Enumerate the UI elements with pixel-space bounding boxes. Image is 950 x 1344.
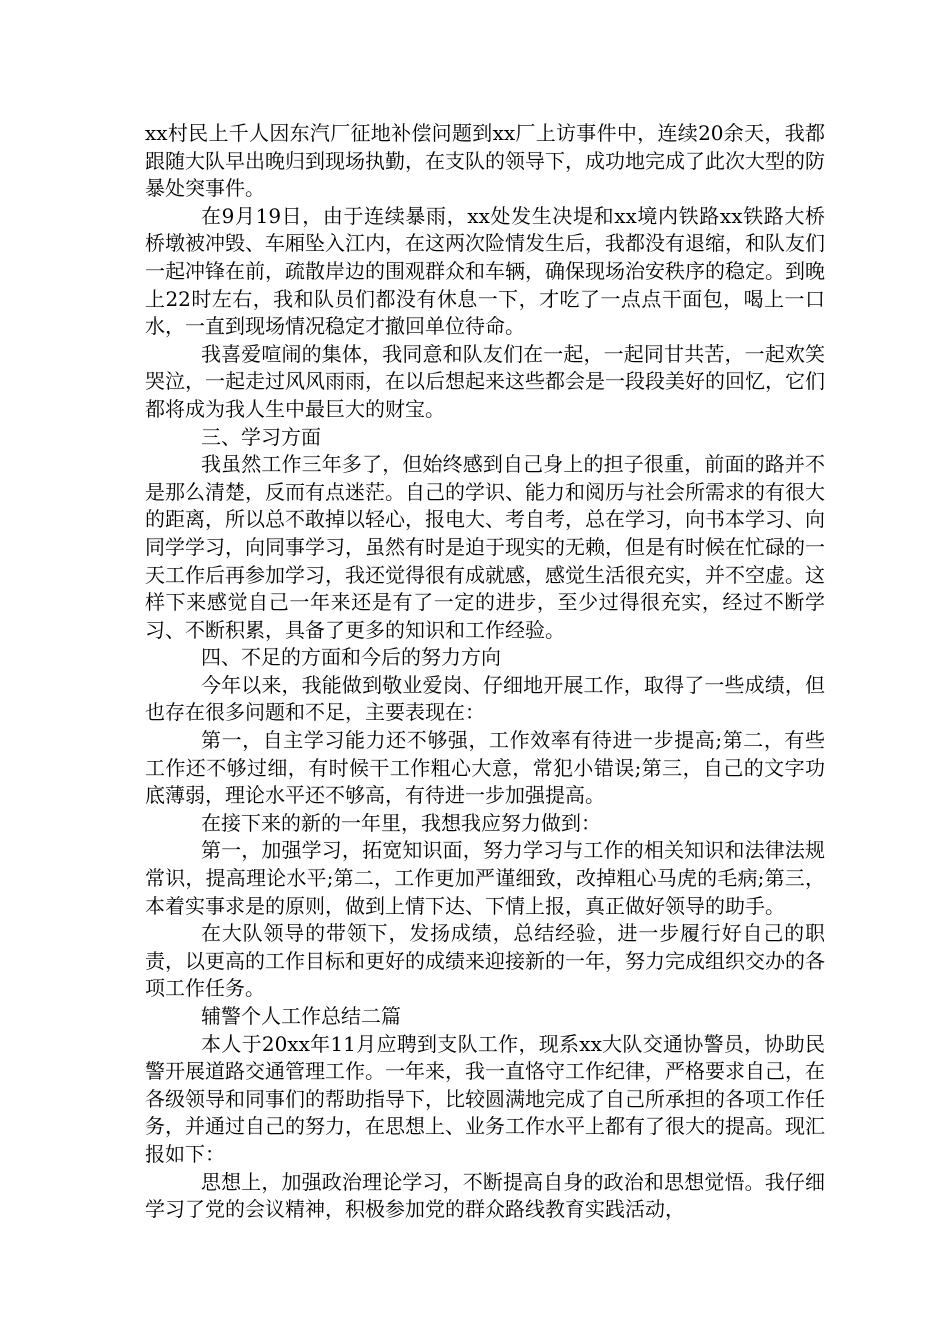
paragraph-3: 我喜爱喧闹的集体，我同意和队友们在一起，一起同甘共苦，一起欢笑哭泣，一起走过风风雨雨，在以后想起来这些都会是一段段美好的回忆，它们都将成为我人生中最巨大的财宝。 <box>145 341 825 421</box>
paragraph-10: 第一，加强学习，拓宽知识面，努力学习与工作的相关知识和法律法规常识，提高理论水平;第二，工作更加严谨细致，改掉粗心马虎的毛病;第三，本着实事求是的原则，做到上情下达、下情上报，真正做好领导的助手。 <box>145 838 825 918</box>
paragraph-13: 本人于20xx年11月应聘到支队工作，现系xx大队交通协警员，协助民警开展道路交通管理工作。一年来，我一直恪守工作纪律，严格要求自己，在各级领导和同事们的帮助指导下，比较圆满地完成了自己所承担的各项工作任务，并通过自己的努力，在思想上、业务工作水平上都有了很大的提高。现汇报如下： <box>145 1031 825 1166</box>
paragraph-14: 思想上，加强政治理论学习，不断提高自身的政治和思想觉悟。我仔细学习了党的会议精神，积极参加党的群众路线教育实践活动， <box>145 1169 825 1222</box>
paragraph-5: 我虽然工作三年多了，但始终感到自己身上的担子很重，前面的路并不是那么清楚，反而有点迷茫。自己的学识、能力和阅历与社会所需求的有很大的距离，所以总不敢掉以轻心，报电大、考自考，总在学习，向书本学习、向同学学习，向同事学习，虽然有时是迫于现实的无赖，但是有时候在忙碌的一天工作后再参加学习，我还觉得很有成就感，感觉生活很充实，并不空虚。这样下来感觉自己一年来还是有了一定的进步，至少过得很充实，经过不断学习、不断积累，具备了更多的知识和工作经验。 <box>145 452 825 642</box>
document-page <box>145 120 825 1224</box>
section-heading-summary-two: 辅警个人工作总结二篇 <box>201 1004 401 1028</box>
paragraph-2: 在9月19日，由于连续暴雨，xx处发生决堤和xx境内铁路xx铁路大桥桥墩被冲毁、车厢坠入江内，在这两次险情发生后，我都没有退缩，和队友们一起冲锋在前，疏散岸边的围观群众和车辆，确保现场治安秩序的稳定。到晚上22时左右，我和队员们都没有休息一下，才吃了一点点干面包，喝上一口水，一直到现场情况稳定才撤回单位待命。 <box>145 203 825 339</box>
section-heading-study: 三、学习方面 <box>201 424 321 449</box>
paragraph-9: 在接下来的新的一年里，我想我应努力做到： <box>201 810 601 835</box>
paragraph-7: 今年以来，我能做到敬业爱岗、仔细地开展工作，取得了一些成绩，但也存在很多问题和不足，主要表现在： <box>145 672 825 725</box>
paragraph-1: xx村民上千人因东汽厂征地补偿问题到xx厂上访事件中，连续20余天，我都跟随大队早出晚归到现场执勤，在支队的领导下，成功地完成了此次大型的防暴处突事件。 <box>145 121 825 201</box>
paragraph-8: 第一，自主学习能力还不够强，工作效率有待进一步提高;第二，有些工作还不够过细，有时候干工作粗心大意，常犯小错误;第三，自己的文字功底薄弱，理论水平还不够高，有待进一步加强提高。 <box>145 728 825 808</box>
section-heading-shortcomings: 四、不足的方面和今后的努力方向 <box>201 645 501 670</box>
paragraph-11: 在大队领导的带领下，发扬成绩，总结经验，进一步履行好自己的职责，以更高的工作目标和更好的成绩来迎接新的一年，努力完成组织交办的各项工作任务。 <box>145 921 825 1001</box>
